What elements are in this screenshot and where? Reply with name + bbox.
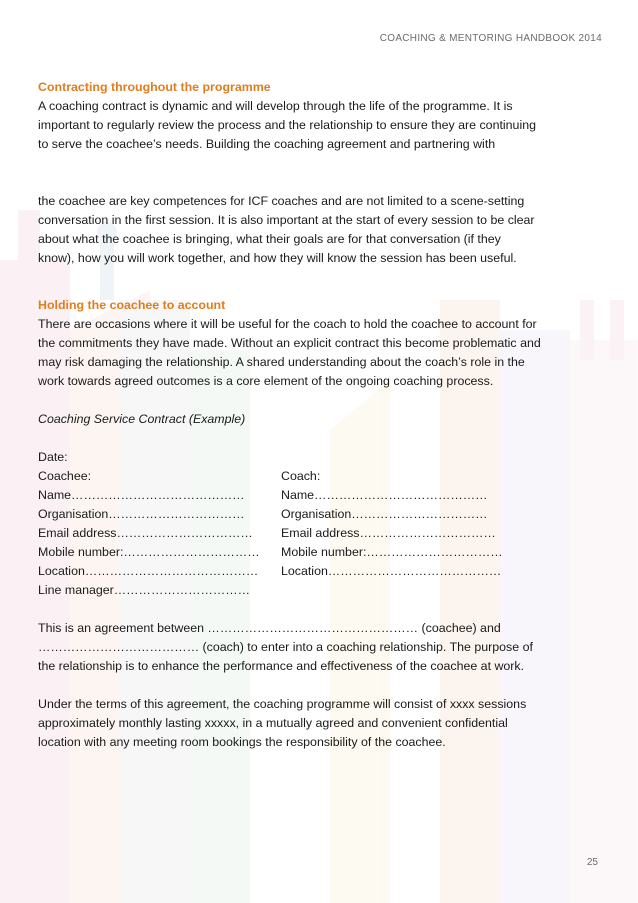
text-line: about what the coachee is bringing, what their goals are for that conversation (if they <box>38 232 501 246</box>
text-line: This is an agreement between …………………………………………… (coachee) and <box>38 621 501 635</box>
contract-example-title: Coaching Service Contract (Example) <box>38 412 246 426</box>
coach-label: Coach: <box>281 469 321 483</box>
form-row <box>38 543 604 562</box>
coachee-organisation-field: Organisation…………………………… <box>38 507 245 521</box>
coach-name-field: Name…………………………………… <box>281 488 488 502</box>
form-row <box>38 486 604 505</box>
text-line: the coachee are key competences for ICF coaches and are not limited to a scene-setting <box>38 194 525 208</box>
text-line: location with any meeting room bookings the responsibility of the coachee. <box>38 735 446 749</box>
text-line: Under the terms of this agreement, the coaching programme will consist of xxxx sessions <box>38 697 527 711</box>
form-row <box>38 505 604 524</box>
text-line: to serve the coachee’s needs. Building the coaching agreement and partnering with <box>38 137 496 151</box>
form-row <box>38 467 604 486</box>
page-number: 25 <box>586 857 598 868</box>
form-row <box>38 524 604 543</box>
paragraph-contracting-2 <box>38 192 604 268</box>
text-line: ………………………………… (coach) to enter into a coaching relationship. The purpose of <box>38 640 533 654</box>
coachee-email-field: Email address…………………………… <box>38 526 253 540</box>
paragraph-accountability <box>38 315 604 391</box>
coachee-location-field: Location…………………………………… <box>38 564 259 578</box>
text-line: the commitments they have made. Without an explicit contract this become problematic and <box>38 336 541 350</box>
text-line: approximately monthly lasting xxxxx, in a mutually agreed and convenient confidential <box>38 716 508 730</box>
section-heading-contracting: Contracting throughout the programme <box>38 80 271 94</box>
coach-location-field: Location…………………………………… <box>281 564 502 578</box>
coach-organisation-field: Organisation…………………………… <box>281 507 488 521</box>
text-line: may risk damaging the relationship. A shared understanding about the coach’s role in the <box>38 355 525 369</box>
text-line: There are occasions where it will be useful for the coach to hold the coachee to account for <box>38 317 537 331</box>
form-row <box>38 562 604 581</box>
coachee-label: Coachee: <box>38 469 92 483</box>
text-line: work towards agreed outcomes is a core element of the ongoing coaching process. <box>38 374 494 388</box>
running-header: COACHING & MENTORING HANDBOOK 2014 <box>379 33 602 44</box>
contract-form <box>38 448 604 600</box>
paragraph-contracting-1 <box>38 97 604 154</box>
text-line: A coaching contract is dynamic and will develop through the life of the programme. It is <box>38 99 513 113</box>
coach-email-field: Email address…………………………… <box>281 526 496 540</box>
coachee-mobile-field: Mobile number:…………………………… <box>38 545 260 559</box>
paragraph-terms <box>38 695 604 752</box>
date-label: Date: <box>38 450 68 464</box>
text-line: the relationship is to enhance the performance and effectiveness of the coachee at work. <box>38 659 525 673</box>
text-line: know), how you will work together, and how they will know the session has been useful. <box>38 251 517 265</box>
page-content <box>38 78 604 752</box>
coachee-name-field: Name…………………………………… <box>38 488 245 502</box>
form-row <box>38 581 604 600</box>
line-manager-field: Line manager…………………………… <box>38 583 251 597</box>
coach-mobile-field: Mobile number:…………………………… <box>281 545 503 559</box>
text-line: important to regularly review the process and the relationship to ensure they are continuing <box>38 118 536 132</box>
paragraph-agreement <box>38 619 604 676</box>
section-heading-accountability: Holding the coachee to account <box>38 298 226 312</box>
text-line: conversation in the first session. It is also important at the start of every session to be clear <box>38 213 535 227</box>
